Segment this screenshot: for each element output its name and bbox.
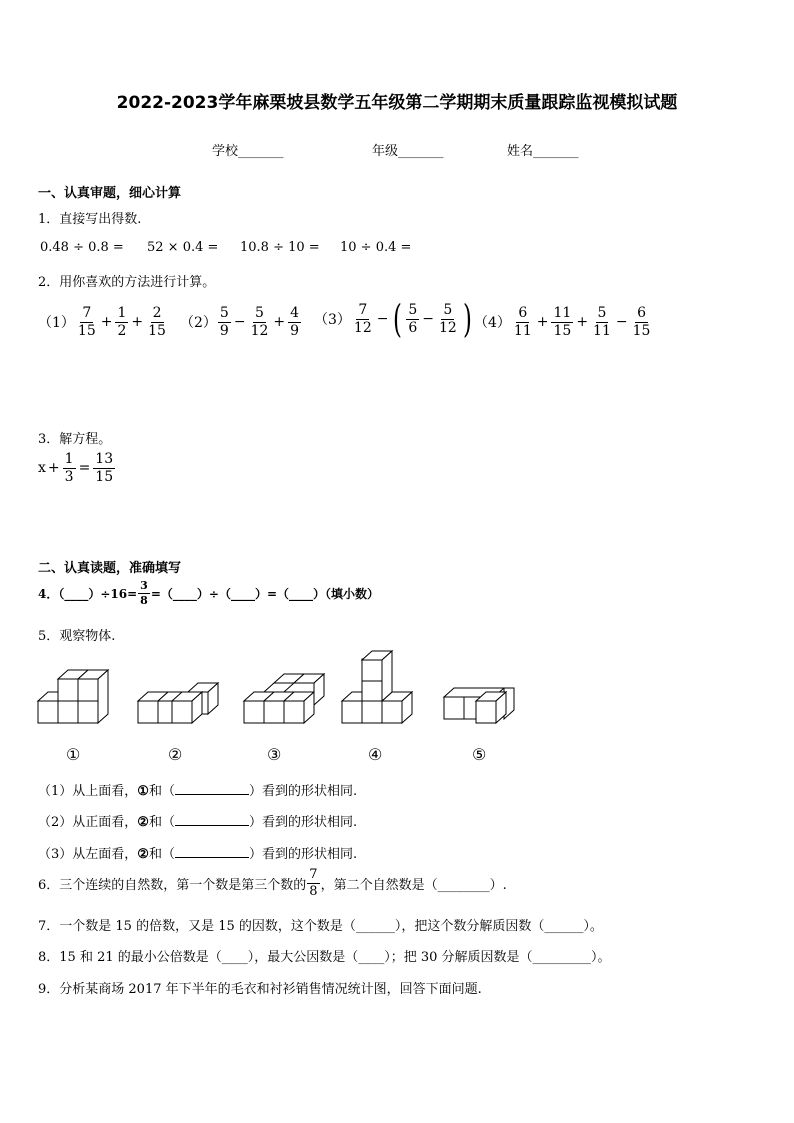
cube-figure-4 bbox=[342, 651, 412, 723]
q3-equation: x + $\frac{1}{3}$ = $\frac{13}{15}$ bbox=[38, 451, 114, 485]
answer-blank[interactable] bbox=[175, 857, 249, 858]
q1-item-3: 10.8 ÷ 10 = bbox=[240, 240, 320, 255]
fraction: $\frac{1}{2}$ bbox=[117, 305, 127, 339]
section-2-heading: 二、认真读题，准确填写 bbox=[38, 561, 182, 576]
fraction: $\frac{7}{8}$ bbox=[309, 867, 318, 899]
q4-pre: 4．（____）÷16= bbox=[38, 586, 138, 601]
q2-part-3: （3） $\frac{7}{12}$ − ( $\frac{5}{6}$ − $\frac{5}{12}$ ) bbox=[314, 297, 472, 341]
figure-label-2: ② bbox=[168, 745, 183, 764]
q5-sub-3: （3）从左面看，②和（ ）看到的形状相同. bbox=[38, 847, 358, 862]
q4-post: =（____）÷（____）=（____）（填小数） bbox=[150, 586, 379, 601]
answer-blank[interactable] bbox=[175, 825, 249, 826]
fraction: $\frac{13}{15}$ bbox=[95, 451, 114, 485]
name-field: 姓名_______ bbox=[507, 144, 579, 159]
part-tag: （3） bbox=[314, 312, 351, 328]
figure-label-4: ④ bbox=[368, 745, 383, 764]
question-2-label: 2．用你喜欢的方法进行计算。 bbox=[38, 275, 216, 290]
cube-figures bbox=[30, 650, 530, 730]
grade-field: 年级_______ bbox=[372, 144, 444, 159]
question-7: 7．一个数是 15 的倍数，又是 15 的因数，这个数是（______），把这个数分解质因数（______）。 bbox=[38, 919, 603, 934]
figure-label-3: ③ bbox=[267, 745, 282, 764]
fraction: $\frac{5}{9}$ bbox=[219, 305, 229, 339]
cube-figure-2 bbox=[138, 683, 218, 723]
school-field: 学校_______ bbox=[212, 144, 284, 159]
cube-figure-3 bbox=[244, 674, 324, 723]
question-6: 6．三个连续的自然数，第一个数是第三个数的 $\frac{7}{8}$ ，第二个自然数是（________）. bbox=[38, 867, 507, 899]
q2-part-1: （1） $\frac{7}{15}$ + $\frac{1}{2}$ + $\frac{2}{15}$ bbox=[38, 305, 166, 339]
q1-item-4: 10 ÷ 0.4 = bbox=[340, 240, 412, 255]
part-tag: （4） bbox=[474, 315, 511, 332]
question-8: 8．15 和 21 的最小公倍数是（____），最大公因数是（____）；把 30 分解质因数是（_________）。 bbox=[38, 950, 611, 965]
fraction: $\frac{3}{8}$ bbox=[140, 579, 148, 607]
fraction: $\frac{11}{15}$ bbox=[553, 305, 572, 339]
section-1-heading: 一、认真审题，细心计算 bbox=[38, 186, 182, 201]
q1-item-1: 0.48 ÷ 0.8 = bbox=[40, 240, 124, 255]
q2-part-2: （2） $\frac{5}{9}$ − $\frac{5}{12}$ + $\frac{4}{9}$ bbox=[180, 305, 300, 339]
figure-label-5: ⑤ bbox=[472, 745, 487, 764]
question-5-label: 5．观察物体. bbox=[38, 629, 116, 644]
q5-sub-2: （2）从正面看，②和（ ）看到的形状相同. bbox=[38, 815, 358, 830]
page-title: 2022-2023学年麻栗坡县数学五年级第二学期期末质量跟踪监视模拟试题 bbox=[116, 93, 678, 113]
right-paren: ) bbox=[462, 297, 472, 341]
question-4 bbox=[38, 580, 379, 606]
cube-figure-1 bbox=[38, 670, 108, 723]
fraction: $\frac{5}{11}$ bbox=[593, 305, 611, 339]
fraction: $\frac{4}{9}$ bbox=[290, 305, 300, 339]
cube-figure-5 bbox=[444, 688, 514, 723]
figure-label-1: ① bbox=[66, 745, 81, 764]
left-paren: ( bbox=[393, 297, 403, 341]
fraction: $\frac{5}{12}$ bbox=[438, 301, 457, 336]
fraction: $\frac{1}{3}$ bbox=[64, 451, 74, 485]
fraction: $\frac{6}{11}$ bbox=[513, 305, 532, 339]
fraction: $\frac{6}{15}$ bbox=[632, 305, 651, 339]
question-1-label: 1．直接写出得数. bbox=[38, 212, 142, 227]
fraction: $\frac{5}{6}$ bbox=[408, 301, 418, 336]
question-9: 9．分析某商场 2017 年下半年的毛衣和衬衫销售情况统计图，回答下面问题. bbox=[38, 982, 482, 997]
q2-part-4: （4） $\frac{6}{11}$ + $\frac{11}{15}$ + $\frac{5}{11}$ − $\frac{6}{15}$ bbox=[474, 305, 651, 339]
question-3-label: 3．解方程。 bbox=[38, 432, 112, 447]
fraction: $\frac{5}{12}$ bbox=[250, 305, 269, 339]
part-tag: （2） bbox=[180, 315, 217, 332]
q1-item-2: 52 × 0.4 = bbox=[147, 240, 219, 255]
fraction: $\frac{7}{12}$ bbox=[353, 301, 372, 336]
q5-sub-1: （1）从上面看，①和（ ）看到的形状相同. bbox=[38, 784, 358, 799]
fraction: $\frac{2}{15}$ bbox=[148, 305, 166, 339]
answer-blank[interactable] bbox=[175, 794, 249, 795]
fraction: $\frac{7}{15}$ bbox=[77, 305, 96, 339]
part-tag: （1） bbox=[38, 315, 75, 332]
var-x: x bbox=[38, 460, 46, 477]
